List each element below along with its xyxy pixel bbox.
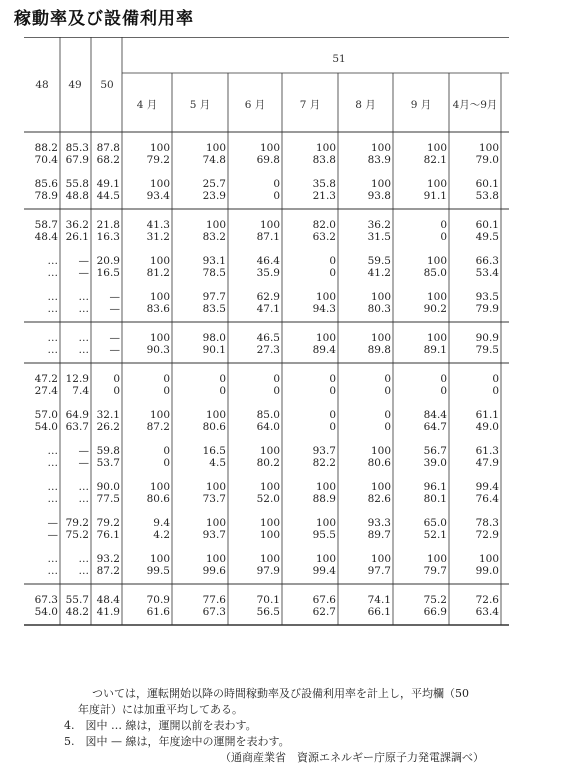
table-cell: 63.7 — [65, 420, 89, 433]
table-cell: 16.5 — [96, 266, 120, 279]
note-line-1: ついては，運転開始以降の時間稼動率及び設備利用率を計上し，平均欄（50 — [92, 687, 469, 700]
table-cell: 54.0 — [34, 605, 58, 618]
table-cell: 66.1 — [367, 605, 391, 618]
table-cell: 0 — [273, 384, 280, 397]
table-cell: 99.4 — [312, 564, 336, 577]
table-cell: 100 — [149, 332, 170, 344]
table-cell: 0 — [492, 373, 499, 385]
table-cell: 16.3 — [96, 230, 120, 243]
table-cell: 100 — [149, 481, 170, 493]
table-cell: 52.1 — [423, 528, 447, 541]
table-cell: 76.4 — [475, 492, 499, 505]
table-cell: 53.8 — [475, 189, 499, 202]
table-cell: 83.5 — [202, 302, 226, 315]
table-cell: 0 — [492, 384, 499, 397]
table-cell: 83.8 — [312, 153, 336, 166]
table-cell: 0 — [163, 384, 170, 397]
header-month-4: 7 月 — [299, 99, 321, 111]
table-cell: 90.2 — [423, 302, 447, 315]
table-cell: 27.3 — [256, 343, 280, 356]
table-cell: 89.8 — [367, 343, 391, 356]
table-cell: 52.0 — [256, 492, 280, 505]
table-cell: 9.4 — [153, 517, 170, 529]
table-cell: 0 — [384, 420, 391, 433]
table-cell: 35.8 — [312, 178, 336, 190]
table-cell: … — [47, 564, 58, 577]
table-cell: 79.0 — [475, 153, 499, 166]
table-cell: 78.3 — [475, 517, 499, 529]
table-cell: 0 — [273, 189, 280, 202]
table-cell: 53.4 — [475, 266, 499, 279]
table-cell: 100 — [370, 553, 391, 565]
table-cell: 87.1 — [256, 230, 280, 243]
table-cell: — — [78, 255, 89, 267]
table-cell: 100 — [478, 553, 499, 565]
table-cell: 54.0 — [34, 420, 58, 433]
note-line-1-continued: 年度計）には加重平均してある。 — [78, 703, 243, 716]
table-cell: 31.2 — [146, 230, 170, 243]
table-cell: 26.2 — [96, 420, 120, 433]
table-cell: 89.1 — [423, 343, 447, 356]
table-cell: 70.9 — [146, 594, 170, 606]
table-cell: 74.8 — [202, 153, 226, 166]
table-cell: 83.2 — [202, 230, 226, 243]
table-cell: 100 — [478, 142, 499, 154]
table-cell: 77.6 — [202, 594, 226, 606]
table-cell: … — [78, 332, 89, 344]
table-cell: 0 — [329, 255, 336, 267]
table-cell: 59.5 — [367, 255, 391, 267]
table-cell: 47.2 — [34, 373, 58, 385]
table-cell: 49.5 — [475, 230, 499, 243]
table-cell: 96.1 — [423, 481, 447, 493]
header-month-1: 4 月 — [136, 99, 158, 111]
table-cell: 80.6 — [146, 492, 170, 505]
table-cell: 100 — [259, 553, 280, 565]
table-cell: 100 — [426, 291, 447, 303]
table-cell: 80.3 — [367, 302, 391, 315]
table-cell: 100 — [259, 219, 280, 231]
table-cell: 93.4 — [146, 189, 170, 202]
table-cell: 77.5 — [96, 492, 120, 505]
table-cell: 61.1 — [475, 409, 499, 421]
table-cell: 72.9 — [475, 528, 499, 541]
table-cell: 0 — [329, 409, 336, 421]
table-cell: 73.7 — [202, 492, 226, 505]
table-cell: 93.7 — [202, 528, 226, 541]
table-cell: 46.4 — [256, 255, 280, 267]
table-cell: 0 — [384, 384, 391, 397]
table-cell: 83.6 — [146, 302, 170, 315]
table-cell: 100 — [370, 178, 391, 190]
table-cell: 75.2 — [65, 528, 89, 541]
table-cell: … — [47, 553, 58, 565]
table-cell: 87.8 — [96, 142, 120, 154]
table-cell: … — [47, 343, 58, 356]
header-year-49: 49 — [68, 79, 82, 91]
table-cell: … — [78, 553, 89, 565]
table-cell: 32.1 — [96, 409, 120, 421]
table-cell: 90.1 — [202, 343, 226, 356]
table-cell: 100 — [205, 142, 226, 154]
table-cell: 62.7 — [312, 605, 336, 618]
table-cell: 79.2 — [96, 517, 120, 529]
note-line-4: 4. 図中 … 線は，運開以前を表わす。 — [64, 719, 257, 732]
table-cell: 66.3 — [475, 255, 499, 267]
table-cell: … — [78, 492, 89, 505]
table-cell: 0 — [440, 230, 447, 243]
table-cell: 26.1 — [65, 230, 89, 243]
table-cell: 100 — [149, 255, 170, 267]
table-cell: … — [47, 332, 58, 344]
table-cell: 97.7 — [367, 564, 391, 577]
table-cell: 56.5 — [256, 605, 280, 618]
table-cell: 100 — [426, 553, 447, 565]
table-cell: — — [78, 445, 89, 457]
table-cell: 100 — [149, 409, 170, 421]
table-cell: 89.7 — [367, 528, 391, 541]
table-cell: 82.2 — [312, 456, 336, 469]
table-cell: 41.2 — [367, 266, 391, 279]
table-cell: 0 — [329, 420, 336, 433]
table-cell: 81.2 — [146, 266, 170, 279]
table-cell: 0 — [329, 384, 336, 397]
table-cell: 83.9 — [367, 153, 391, 166]
table-cell: 99.0 — [475, 564, 499, 577]
table-cell: 4.2 — [153, 528, 170, 541]
table-cell: 62.9 — [256, 291, 280, 303]
header-year-48: 48 — [35, 79, 49, 91]
table-cell: … — [47, 456, 58, 469]
table-cell: 100 — [259, 445, 280, 457]
table-cell: 0 — [219, 373, 226, 385]
table-cell: 82.6 — [367, 492, 391, 505]
table-cell: 75.2 — [423, 594, 447, 606]
table-cell: 88.9 — [312, 492, 336, 505]
table-cell: 91.1 — [423, 189, 447, 202]
header-month-5: 8 月 — [355, 99, 376, 111]
table-cell: 0 — [329, 266, 336, 279]
table-cell: 35.9 — [256, 266, 280, 279]
table-cell: 100 — [315, 517, 336, 529]
table-cell: — — [109, 332, 120, 344]
table-cell: 0 — [329, 373, 336, 385]
table-cell: 98.0 — [202, 332, 226, 344]
table-cell: 93.8 — [367, 189, 391, 202]
table-cell: 100 — [259, 481, 280, 493]
table-cell: 0 — [440, 384, 447, 397]
table-cell: 100 — [315, 142, 336, 154]
table-cell: 0 — [440, 373, 447, 385]
table-cell: … — [78, 564, 89, 577]
table-cell: 100 — [149, 178, 170, 190]
table-cell: 100 — [426, 255, 447, 267]
table-cell: 100 — [205, 481, 226, 493]
table-cell: 66.9 — [423, 605, 447, 618]
table-cell: 100 — [315, 553, 336, 565]
table-cell: 99.6 — [202, 564, 226, 577]
table-cell: 39.0 — [423, 456, 447, 469]
table-cell: 0 — [163, 456, 170, 469]
table-cell: 72.6 — [475, 594, 499, 606]
table-cell: 100 — [426, 178, 447, 190]
table-cell: 56.7 — [423, 445, 447, 457]
table-cell: … — [78, 291, 89, 303]
table-cell: 85.6 — [34, 178, 58, 190]
table-cell: 85.0 — [256, 409, 280, 421]
table-cell: 100 — [315, 291, 336, 303]
table-cell: 95.5 — [312, 528, 336, 541]
header-month-6: 9 月 — [410, 99, 432, 111]
table-cell: 89.4 — [312, 343, 336, 356]
table-cell: 44.5 — [96, 189, 120, 202]
table-cell: 46.5 — [256, 332, 280, 344]
table-cell: — — [47, 517, 58, 529]
table-cell: 16.5 — [202, 445, 226, 457]
header-month-2: 5 月 — [189, 99, 211, 111]
table-cell: … — [47, 302, 58, 315]
table-cell: 64.0 — [256, 420, 280, 433]
utilization-table — [24, 37, 535, 672]
table-cell: 93.7 — [312, 445, 336, 457]
table-cell: 63.4 — [475, 605, 499, 618]
table-cell: 90.3 — [146, 343, 170, 356]
table-cell: 0 — [163, 373, 170, 385]
table-cell: 90.9 — [475, 332, 499, 344]
table-cell: 21.8 — [96, 219, 120, 231]
table-cell: 12.9 — [65, 373, 89, 385]
table-cell: 61.6 — [146, 605, 170, 618]
table-cell: 100 — [205, 553, 226, 565]
header-month-3: 6 月 — [244, 99, 266, 111]
table-cell: 58.7 — [34, 219, 58, 231]
table-cell: 85.0 — [423, 266, 447, 279]
table-cell: 93.3 — [367, 517, 391, 529]
table-cell: 70.4 — [34, 153, 58, 166]
table-cell: 67.3 — [202, 605, 226, 618]
table-cell: 74.1 — [367, 594, 391, 606]
table-cell: 59.8 — [96, 445, 120, 457]
table-cell: 100 — [426, 332, 447, 344]
table-cell: 100 — [149, 142, 170, 154]
table-cell: 100 — [315, 481, 336, 493]
table-cell: 47.1 — [256, 302, 280, 315]
table-cell: 100 — [259, 142, 280, 154]
table-cell: 64.9 — [65, 409, 89, 421]
table-cell: 79.7 — [423, 564, 447, 577]
table-cell: — — [109, 302, 120, 315]
table-cell: 79.2 — [65, 517, 89, 529]
table-cell: … — [47, 291, 58, 303]
table-cell: … — [47, 255, 58, 267]
table-cell: 97.7 — [202, 291, 226, 303]
table-cell: 4.5 — [209, 456, 226, 469]
table-cell: 100 — [259, 528, 280, 541]
table-cell: 48.2 — [65, 605, 89, 618]
table-cell: 41.3 — [146, 219, 170, 231]
table-cell: 78.9 — [34, 189, 58, 202]
table-cell: 100 — [370, 332, 391, 344]
table-cell: 57.0 — [34, 409, 58, 421]
table-cell: 0 — [273, 178, 280, 190]
table-cell: 48.4 — [34, 230, 58, 243]
table-cell: 82.0 — [312, 219, 336, 231]
table-cell: 90.0 — [96, 481, 120, 493]
table-cell: 63.2 — [312, 230, 336, 243]
table-cell: 94.3 — [312, 302, 336, 315]
table-cell: 79.5 — [475, 343, 499, 356]
table-cell: 100 — [149, 291, 170, 303]
table-cell: … — [47, 266, 58, 279]
table-cell: 68.2 — [96, 153, 120, 166]
table-cell: 21.3 — [312, 189, 336, 202]
table-cell: 7.4 — [72, 384, 89, 397]
table-cell: 97.9 — [256, 564, 280, 577]
table-cell: — — [78, 266, 89, 279]
table-cell: 100 — [370, 445, 391, 457]
table-cell: — — [78, 456, 89, 469]
header-month-7: 4月～9月 — [452, 99, 498, 111]
table-cell: 84.4 — [423, 409, 447, 421]
table-cell: 100 — [370, 481, 391, 493]
table-cell: 100 — [426, 142, 447, 154]
table-cell: 87.2 — [96, 564, 120, 577]
table-cell: 0 — [113, 373, 120, 385]
table-cell: 55.7 — [65, 594, 89, 606]
table-cell: 67.6 — [312, 594, 336, 606]
table-cell: 36.2 — [367, 219, 391, 231]
table-cell: 85.3 — [65, 142, 89, 154]
table-cell: 67.9 — [65, 153, 89, 166]
table-cell: 64.7 — [423, 420, 447, 433]
table-cell: 80.6 — [202, 420, 226, 433]
table-cell: … — [78, 302, 89, 315]
table-cell: 76.1 — [96, 528, 120, 541]
table-cell: 0 — [440, 219, 447, 231]
table-cell: … — [47, 445, 58, 457]
table-cell: 41.9 — [96, 605, 120, 618]
source-citation: （通商産業省 資源エネルギー庁原子力発電課調べ） — [220, 751, 484, 764]
table-cell: … — [47, 481, 58, 493]
table-cell: 100 — [315, 332, 336, 344]
table-cell: 25.7 — [202, 178, 226, 190]
table-cell: 49.1 — [96, 178, 120, 190]
table-cell: 69.8 — [256, 153, 280, 166]
table-cell: — — [109, 291, 120, 303]
table-cell: 100 — [205, 517, 226, 529]
page-title: 稼動率及び設備利用率 — [14, 9, 194, 29]
table-cell: 27.4 — [34, 384, 58, 397]
table-cell: 88.2 — [34, 142, 58, 154]
table-cell: 100 — [205, 219, 226, 231]
table-cell: 67.3 — [34, 594, 58, 606]
table-cell: … — [78, 343, 89, 356]
table-cell: 60.1 — [475, 178, 499, 190]
table-cell: 23.9 — [202, 189, 226, 202]
table-cell: 48.4 — [96, 594, 120, 606]
table-cell: 0 — [219, 384, 226, 397]
table-cell: 47.9 — [475, 456, 499, 469]
table-cell: 100 — [149, 553, 170, 565]
table-cell: 0 — [384, 373, 391, 385]
table-cell: 79.2 — [146, 153, 170, 166]
table-notes — [30, 686, 550, 766]
table-cell: … — [47, 492, 58, 505]
table-cell: 20.9 — [96, 255, 120, 267]
note-line-5: 5. 図中 — 線は，年度途中の運開を表わす。 — [64, 735, 290, 748]
table-cell: 93.5 — [475, 291, 499, 303]
table-cell: 60.1 — [475, 219, 499, 231]
table-cell: 100 — [205, 409, 226, 421]
table-cell: 0 — [113, 384, 120, 397]
table-cell: … — [78, 481, 89, 493]
table-cell: 99.4 — [475, 481, 499, 493]
table-cell: 80.6 — [367, 456, 391, 469]
table-cell: 93.1 — [202, 255, 226, 267]
table-cell: 53.7 — [96, 456, 120, 469]
table-cell: 80.2 — [256, 456, 280, 469]
table-cell: 78.5 — [202, 266, 226, 279]
table-cell: 99.5 — [146, 564, 170, 577]
table-cell: 87.2 — [146, 420, 170, 433]
table-cell: 65.0 — [423, 517, 447, 529]
table-cell: 0 — [273, 373, 280, 385]
table-cell: 31.5 — [367, 230, 391, 243]
header-year-50: 50 — [100, 79, 114, 91]
table-cell: 82.1 — [423, 153, 447, 166]
table-cell: 93.2 — [96, 553, 120, 565]
table-cell: 100 — [370, 291, 391, 303]
table-cell: 48.8 — [65, 189, 89, 202]
table-cell: 80.1 — [423, 492, 447, 505]
table-cell: 79.9 — [475, 302, 499, 315]
table-cell: 36.2 — [65, 219, 89, 231]
table-cell: 55.8 — [65, 178, 89, 190]
table-cell: 49.0 — [475, 420, 499, 433]
table-cell: 70.1 — [256, 594, 280, 606]
table-cell: — — [109, 343, 120, 356]
table-cell: 0 — [163, 445, 170, 457]
table-cell: 61.3 — [475, 445, 499, 457]
header-group-51: 51 — [332, 53, 346, 65]
table-cell: — — [47, 528, 58, 541]
table-cell: 0 — [384, 409, 391, 421]
table-cell: 100 — [370, 142, 391, 154]
table-cell: 100 — [259, 517, 280, 529]
